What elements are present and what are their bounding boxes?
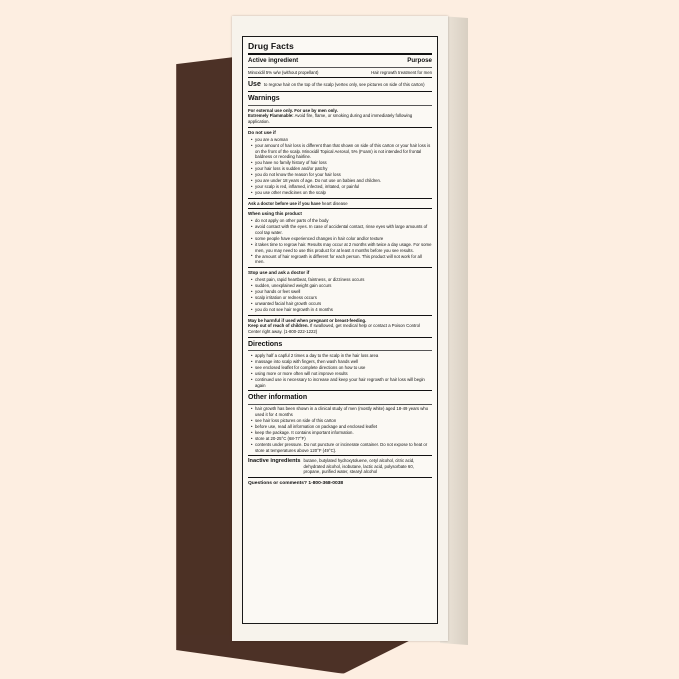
carton-front-face <box>232 16 448 641</box>
list-item: • scalp irritation or redness occurs <box>251 295 432 301</box>
list-item: • your hair loss is sudden and/or patchy <box>251 166 432 172</box>
list-item: • some people have experienced changes in hair color and/or texture <box>251 236 432 242</box>
inactive-ingredients-text: butane, butylated hydroxytoluene, cetyl alcohol, citric acid, dehydrated alcohol, isobutane, lactic acid, polysorbate 60, propane, purified water, stearyl alcohol <box>303 458 415 475</box>
warnings-flammable <box>248 113 432 124</box>
list-item: • contents under pressure. Do not puncture or incinerate container. Do not expose to heat or store at temperatures above 120°F (49°C). <box>251 442 432 453</box>
other-information-list <box>248 406 432 453</box>
list-item: • before use, read all information on package and enclosed leaflet <box>251 424 432 430</box>
ask-doctor-row <box>248 201 432 207</box>
flammable-text: Avoid fire, flame, or smoking during and immediately following application. <box>248 113 413 125</box>
use-label: Use <box>248 81 261 89</box>
divider-before-warnings <box>248 91 432 92</box>
list-item: • chest pain, rapid heartbeat, faintness, or dizziness occurs <box>251 277 432 283</box>
list-item: • store at 20-25°C (68-77°F) <box>251 436 432 442</box>
flammable-label: Extremely Flammable: <box>248 113 294 119</box>
do-not-use-heading: Do not use if <box>248 129 276 135</box>
list-item: • massage into scalp with fingers, then wash hands well <box>251 359 432 365</box>
use-section <box>248 80 432 89</box>
do-not-use-list <box>248 137 432 196</box>
divider-under-warnings-heading <box>248 105 432 106</box>
inactive-ingredients-section <box>248 458 432 475</box>
list-item: • see enclosed leaflet for complete directions on how to use <box>251 365 432 371</box>
warnings-external-use: For external use only. For use by men only. <box>248 107 338 113</box>
list-item: • continued use is necessary to increase and keep your hair regrowth or hair loss will begin again <box>251 377 432 388</box>
stop-use-list <box>248 277 432 313</box>
list-item: • see hair loss pictures on side of this carton <box>251 418 432 424</box>
divider-thick-top <box>248 53 432 55</box>
divider-before-when-using <box>248 208 432 209</box>
drug-facts-panel <box>242 36 438 624</box>
questions-phone: 1-800-368-0038 <box>308 481 344 486</box>
divider-before-stop-use <box>248 267 432 268</box>
keep-out-of-reach <box>248 323 432 334</box>
active-ingredient-header-row <box>248 57 432 65</box>
list-item: • apply half a capful 2 times a day to the scalp in the hair loss area <box>251 353 432 359</box>
keep-out-of-reach-label: Keep out of reach of children. <box>248 323 309 329</box>
list-item: • the amount of hair regrowth is different for each person. This product will not work for all men. <box>251 254 432 265</box>
divider-before-directions <box>248 337 432 338</box>
keep-out-of-reach-text: If swallowed, get medical help or contact a Poison Control Center right away. (1-800-222-1222) <box>248 323 420 335</box>
active-ingredient-header: Active ingredient <box>248 57 299 65</box>
purpose-header: Purpose <box>407 57 432 65</box>
list-item: • it takes time to regrow hair. Results may occur at 2 months with twice a day usage. For some men, you may need to use this product for at least 4 months before you see results. <box>251 242 432 253</box>
list-item: • using more or more often will not improve results <box>251 371 432 377</box>
list-item: • unwanted facial hair growth occurs <box>251 301 432 307</box>
questions-label: Questions or comments? <box>248 481 307 486</box>
divider-before-questions <box>248 477 432 478</box>
divider-before-other-info <box>248 390 432 391</box>
divider-under-ingredient-header <box>248 67 432 68</box>
list-item: • do not apply on other parts of the body <box>251 218 432 224</box>
divider-before-pregnancy <box>248 315 432 316</box>
list-item: • you do not know the reason for your hair loss <box>251 172 432 178</box>
list-item: • you are a woman <box>251 137 432 143</box>
list-item: • hair growth has been shown in a clinical study of men (mostly white) aged 18-49 years who used it for 4 months <box>251 406 432 417</box>
list-item: • you are under 18 years of age. Do not use on babies and children. <box>251 178 432 184</box>
purpose-value: Hair regrowth treatment for men <box>371 69 432 75</box>
directions-list <box>248 353 432 388</box>
ask-doctor-text: heart disease <box>321 200 348 206</box>
list-item: • avoid contact with the eyes. In case of accidental contact, rinse eyes with large amounts of cool tap water. <box>251 224 432 235</box>
divider-before-do-not-use <box>248 127 432 128</box>
list-item: • keep the package. It contains important information. <box>251 430 432 436</box>
use-text: to regrow hair on the top of the scalp (vertex only, see pictures on side of this carton) <box>263 82 425 88</box>
list-item: • you have no family history of hair loss <box>251 160 432 166</box>
list-item: • your scalp is red, inflamed, infected, irritated, or painful <box>251 184 432 190</box>
when-using-list <box>248 218 432 265</box>
when-using-heading: When using this product <box>248 211 302 217</box>
active-ingredient-value: Minoxidil 5% w/w (without propellant) <box>248 69 319 75</box>
list-item: • your amount of hair loss is different than that shown on side of this carton or your hair loss is on the front of the scalp. Minoxidil Topical Aerosol, 5% (Foam) is not intended for frontal baldness or receding hairline. <box>251 143 432 160</box>
ask-doctor-heading: Ask a doctor before use if you have <box>248 200 321 206</box>
list-item: • your hands or feet swell <box>251 289 432 295</box>
list-item: • you do not see hair regrowth in 4 months <box>251 307 432 313</box>
inactive-ingredients-label: Inactive ingredients <box>248 458 301 465</box>
drug-facts-title: Drug Facts <box>248 41 294 51</box>
divider-under-directions-heading <box>248 350 432 351</box>
pregnancy-warning: May be harmful if used when pregnant or breast-feeding. <box>248 317 367 323</box>
divider-under-other-info-heading <box>248 404 432 405</box>
divider-before-inactive <box>248 455 432 456</box>
divider-before-use <box>248 77 432 78</box>
warnings-heading: Warnings <box>248 95 280 103</box>
stop-use-heading: Stop use and ask a doctor if <box>248 269 310 275</box>
list-item: • you use other medicines on the scalp <box>251 190 432 196</box>
directions-heading: Directions <box>248 340 283 348</box>
list-item: • sudden, unexplained weight gain occurs <box>251 283 432 289</box>
questions-section <box>248 481 432 487</box>
divider-before-ask-doctor <box>248 198 432 199</box>
active-ingredient-row <box>248 70 432 76</box>
other-information-heading: Other information <box>248 394 308 402</box>
